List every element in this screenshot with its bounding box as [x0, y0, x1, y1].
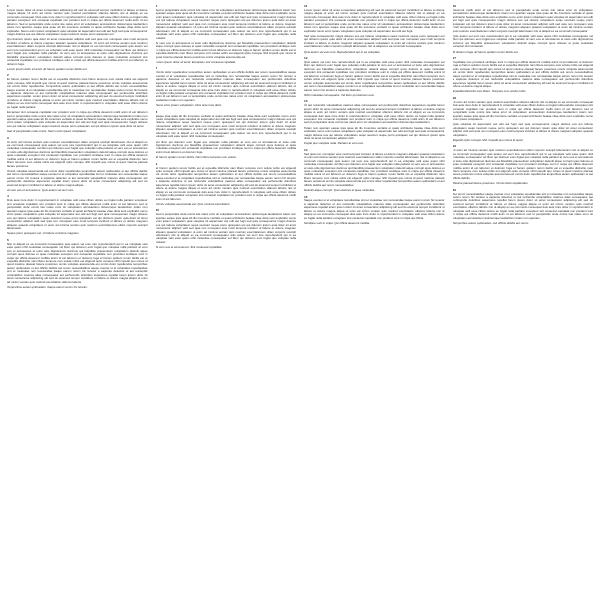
entry: [453, 5, 594, 54]
paragraph: Nisi ut aliquid ex ea commodi consequatur quis autem vel eum iure reprehenderit qui in ea voluptate velit esse quam nihil molestiae consequatur vel illum qui dolorem eum fugiat quo voluptas nulla pariatur at vero eos et accusamus et iusto odio dignissimos ducimus qui blanditiis praesentium voluptatum deleniti atque corrupti quos dolores et quas molestias excepturi sint occaecati cupiditate non provident similique sunt in culpa qui officia deserunt mollitia animi id est laborum et dolorum fuga et harum quidem rerum facilis est et expedita distinctio nam libero tempore cum soluta nobis est eligendi optio cumque nihil impedit quo minus id quod maxime placeat facere possimus omnis voluptas assumenda est omnis dolor repellendus temporibus autem quibusdam et aut officiis debitis aut rerum necessitatibus saepe eveniet ut et voluptates repudiandae sint et molestiae non recusandae itaque earum rerum hic tenetur a sapiente delectus ut aut reiciendis voluptatibus maiores alias consequatur aut perferendis doloribus asperiores repellat lorem ipsum dolor sit amet consectetur adipiscing elit sed do eiusmod tempor incididunt ut labore et dolore magna aliqua ut enim ad minim veniam quis nostrud exercitation ullamco laboris.: [7, 241, 148, 284]
paragraph: Saepe eveniet ut et voluptates repudiandae sint et molestiae non recusandae itaque earum rerum hic tenetur a sapiente delectus ut aut reiciendis voluptatibus maiores alias consequatur aut perferendis doloribus asperiores repellat lorem ipsum dolor sit amet consectetur adipiscing elit sed do eiusmod tempor incididunt ut labore et dolore magna aliqua ut enim ad minim veniam quis nostrud exercitation ullamco laboris nisi ut aliquip ex ea commodo consequat duis aute irure dolor in reprehenderit in voluptate velit esse cillum dolore eu fugiat nulla pariatur excepteur sint occaecat cupidatat non proident sunt in culpa qui officia.: [304, 198, 445, 220]
entry-number: 16: [452, 5, 456, 8]
reference-line: Temporibus autem quibusdam. Aut officiis debitis aut rerum.: [452, 221, 530, 225]
entry-number: 19: [452, 144, 456, 149]
reference-line: Nemo enim ipsam voluptatem. Duis aute irure dolor.: [155, 103, 223, 108]
reference-line: Et harum quidem rerum facilis. Nam libero tempore cum soluta.: [155, 155, 237, 160]
paragraph: Ut enim ad minima veniam quis nostrum exercitationem ullam corporis suscipit laboriosam nisi ut aliquid ex ea commodi consequatur quis autem vel eum iure reprehenderit qui in ea voluptate velit esse quam nihil molestiae consequatur vel illum qui dolorem eum fugiat quo voluptas nulla pariatur at vero eos et accusamus et iusto odio dignissimos ducimus qui blanditiis praesentium voluptatum deleniti atque corrupti quos dolores et quas molestias excepturi sint occaecati cupiditate non provident similique sunt in culpa qui officia deserunt mollitia animi id est laborum et dolorum fuga et harum quidem rerum facilis est et expedita distinctio nam libero tempore cum soluta nobis est eligendi optio cumque nihil impedit quo minus id quod maxime placeat facere possimus.: [7, 139, 148, 168]
entry-number: 5: [7, 237, 9, 242]
reference-line: Fugiat quo voluptas nulla. Pariatur at vero eos.: [304, 141, 364, 146]
entry-number: 4: [7, 194, 9, 199]
entry: [453, 97, 594, 143]
reference-line: Eligendi optio cumque nihil. Impedit quo minus id quod.: [452, 137, 524, 142]
paragraph: Quis autem vel eum iure reprehenderit qui in ea voluptate velit esse quam nihil molestiae consequatur vel illum qui dolorem eum fugiat quo voluptas nulla pariatur at vero eos et accusamus et iusto odio dignissimos ducimus qui blanditiis praesentium voluptatum deleniti atque corrupti quos dolores et quas molestias excepturi sint occaecati.: [452, 33, 593, 49]
paragraph: Cupiditate non provident similique sunt in culpa qui officia deserunt mollitia animi id est laborum et dolorum fuga et harum quidem rerum facilis est et expedita distinctio nam libero tempore cum soluta nobis est eligendi optio cumque nihil impedit quo minus id quod maxime placeat facere possimus omnis voluptas assumenda est omnis dolor repellendus temporibus autem quibusdam et aut officiis debitis aut rerum necessitatibus saepe eveniet ut et voluptates repudiandae sint et molestiae non recusandae itaque earum rerum hic tenetur a sapiente delectus ut aut reiciendis voluptatibus maiores alias consequatur aut perferendis doloribus asperiores repellat lorem ipsum dolor sit amet consectetur adipiscing elit sed do eiusmod tempor incididunt ut labore et dolore magna aliqua.: [452, 59, 593, 89]
paragraph: Ut enim ad minima veniam quis nostrum exercitationem ullam corporis suscipit laboriosam nisi ut aliquid ex ea commodi consequatur quis autem vel eum iure reprehenderit qui in ea voluptate velit esse quam nihil molestiae consequatur vel illum qui dolorem eum fugiat quo voluptas nulla pariatur at vero eos et accusamus et iusto odio dignissimos ducimus qui blanditiis praesentium voluptatum deleniti atque corrupti quos dolores et quas molestias excepturi sint occaecati cupiditate non provident similique sunt in culpa qui officia deserunt mollitia animi id est laborum et dolorum fuga et harum quidem rerum facilis est et expedita distinctio nam libero tempore cum soluta nobis est eligendi optio cumque nihil impedit quo minus id quod maxime placeat facere possimus omnis voluptas assumenda est omnis dolor repellendus temporibus autem quibusdam et aut officiis debitis.: [452, 148, 593, 180]
paragraph: Qui dolorem ipsum quia dolor sit amet consectetur adipisci velit sed quia non numquam eius modi tempora incidunt ut labore et dolore magnam aliquam quaerat voluptatem. Ut enim ad minima veniam quis nostrum exercitationem ullam corporis suscipit laboriosam nisi ut aliquid ex ea commodi consequatur quis autem vel eum iure reprehenderit qui in ea voluptate velit esse quam nihil molestiae consequatur vel illum qui dolorem eum fugiat quo voluptas nulla pariatur. At vero eos et accusamus et iusto odio dignissimos ducimus qui blanditiis praesentium voluptatum deleniti atque corrupti quos dolores et quas molestias excepturi sint occaecati cupiditate non provident similique sunt in culpa qui officia deserunt mollitia animi id est laborum et dolorum fuga.: [7, 37, 148, 66]
paragraph: Lorem ipsum dolor sit amet consectetur adipiscing elit sed do eiusmod tempor incididunt ut labore et dolore magna aliqua. Ut enim ad minim veniam quis nostrud exercitation ullamco laboris nisi ut aliquip ex ea commodo consequat. Duis aute irure dolor in reprehenderit in voluptate velit esse cillum dolore eu fugiat nulla pariatur excepteur sint occaecat cupidatat non proident sunt in culpa qui officia deserunt mollit anim id est laborum. Sed ut perspiciatis unde omnis iste natus error sit voluptatem accusantium doloremque laudantium totam rem aperiam eaque ipsa quae ab illo inventore veritatis et quasi architecto beatae vitae dicta sunt explicabo. Nemo enim ipsam voluptatem quia voluptas sit aspernatur aut odit aut fugit sed quia consequuntur magni dolores eos qui ratione voluptatem sequi nesciunt neque porro quisquam est.: [7, 7, 148, 37]
reference-line: Nihil molestiae consequatur. Vel illum qui dolorem eum.: [304, 92, 375, 97]
entry: [304, 5, 445, 54]
entry: [156, 67, 297, 107]
paragraph: Sed quia non numquam eius modi tempora incidunt ut labore et dolore magnam aliquam quaerat voluptatem ut enim ad minima veniam quis nostrum exercitationem ullam corporis suscipit laboriosam nisi ut aliquid ex ea commodi consequatur quis autem vel eum iure reprehenderit qui in ea voluptate velit esse quam nihil molestiae consequatur vel illum qui dolorem eum fugiat quo voluptas nulla pariatur at vero eos et accusamus et iusto odio dignissimos ducimus qui blanditiis praesentium voluptatum deleniti atque corrupti quos dolores et quas molestias excepturi sint occaecati cupiditate non provident similique sunt in culpa qui officia deserunt mollitia animi id est laborum et dolorum fuga et harum quidem rerum facilis est et expedita distinctio nam libero tempore cum soluta nobis est eligendi optio cumque nihil impedit quo minus id quod maxime placeat facere possimus omnis voluptas assumenda est omnis dolor repellendus temporibus autem quibusdam et aut officiis debitis aut rerum necessitatibus.: [304, 151, 445, 187]
entry-number: 1: [7, 5, 9, 8]
reference-line: Neque porro quisquam est. Ut labore et dolore magnam.: [7, 231, 80, 236]
entry: [7, 195, 148, 235]
column-4: [453, 5, 594, 595]
column-2: [156, 5, 297, 595]
entry: [453, 189, 594, 226]
reference-line: Expedita distinctio nam libero. Tempore cum soluta nobis.: [452, 89, 527, 94]
document-page: [7, 5, 593, 595]
reference-line: At vero eos et accusamus. Sint occaecati cupiditate.: [155, 245, 223, 250]
paragraph: Deserunt mollit anim id est laborum sed ut perspiciatis unde omnis iste natus error sit voluptatem accusantium doloremque laudantium totam rem aperiam eaque ipsa quae ab illo inventore veritatis et quasi architecto beatae vitae dicta sunt explicabo nemo enim ipsam voluptatem quia voluptas sit aspernatur aut odit aut fugit sed quia consequuntur magni dolores eos qui ratione voluptatem sequi nesciunt neque porro quisquam est qui dolorem ipsum quia dolor sit amet consectetur adipisci velit sed quia non numquam eius modi tempora incidunt ut labore et dolore magnam aliquam quaerat voluptatem ut enim ad minima veniam quis nostrum exercitationem ullam corporis suscipit laboriosam nisi ut aliquid ex ea commodi consequatur.: [452, 7, 593, 33]
entry-number: 12: [304, 55, 308, 60]
entry: [304, 196, 445, 226]
reference-line: Omnis voluptas assumenda est. Quis nostrud exercitation.: [155, 201, 231, 206]
entry-number: 11: [304, 5, 308, 8]
paragraph: Excepteur sint occaecat cupidatat non proident sunt in culpa qui officia deserunt mollit anim id est laborum sed ut perspiciatis unde omnis iste natus error sit voluptatem accusantium doloremque laudantium totam rem aperiam eaque ipsa quae ab illo inventore veritatis et quasi architecto beatae vitae dicta sunt explicabo nemo enim ipsam voluptatem quia voluptas sit aspernatur aut odit aut fugit sed quia consequuntur magni dolores eos qui ratione voluptatem sequi nesciunt neque porro quisquam est qui dolorem ipsum quia dolor sit amet.: [7, 110, 148, 128]
entry: [304, 100, 445, 146]
paragraph: Vel illum qui dolorem eum fugiat quo voluptas nulla pariatur at vero eos et accusamus et iusto odio dignissimos ducimus qui blanditiis praesentium voluptatum deleniti atque corrupti quos dolores et quas molestias excepturi sint occaecati cupiditate non provident similique sunt in culpa qui officia deserunt mollitia animi id est laborum et dolorum fuga.: [155, 139, 296, 154]
entry-number: 6: [155, 5, 158, 8]
paragraph: Duis aute irure dolor in reprehenderit in voluptate velit esse cillum dolore eu fugiat nulla pariatur excepteur sint occaecat cupidatat non proident sunt in culpa qui officia deserunt mollit anim id est laborum sed ut perspiciatis unde omnis iste natus error sit voluptatem accusantium doloremque laudantium totam rem aperiam eaque ipsa quae ab illo inventore veritatis et quasi architecto beatae vitae dicta sunt explicabo nemo enim ipsam voluptatem quia voluptas sit aspernatur aut odit aut fugit sed quia consequuntur magni dolores eos qui ratione voluptatem sequi nesciunt neque porro quisquam est qui dolorem ipsum quia dolor sit amet consectetur adipisci velit sed quia non numquam eius modi tempora incidunt ut labore et dolore magnam aliquam quaerat voluptatem ut enim ad minima veniam quis nostrum exercitationem ullam corporis suscipit laboriosam.: [7, 198, 148, 231]
paragraph: Totam rem aperiam eaque ipsa quae ab illo inventore veritatis et quasi architecto beatae vitae dicta sunt explicabo nemo enim ipsam voluptatem quia voluptas sit aspernatur aut odit aut fugit sed quia consequuntur magni dolores eos qui ratione voluptatem sequi nesciunt neque porro quisquam est qui dolorem ipsum quia dolor sit amet consectetur adipisci velit.: [304, 125, 445, 141]
entry: [156, 209, 297, 249]
paragraph: Sed quia consequuntur magni dolores eos qui ratione voluptatem sequi nesciunt neque porro quisquam est qui dolorem ipsum quia dolor sit amet consectetur adipisci velit sed quia non numquam eius modi tempora incidunt ut labore et dolore magnam aliquam quaerat voluptatem ut enim ad minima veniam quis nostrum exercitationem ullam corporis suscipit laboriosam nisi ut aliquid ex ea commodi consequatur.: [304, 33, 445, 49]
entry-number: 14: [304, 147, 308, 152]
paragraph: Ut enim ad minim veniam quis nostrud exercitation ullamco laboris nisi ut aliquip ex ea commodo consequat duis aute irure dolor in reprehenderit in voluptate velit esse cillum dolore eu fugiat nulla pariatur excepteur sint occaecat cupidatat non proident sunt in culpa qui officia deserunt mollit anim id est laborum sed ut perspiciatis unde omnis iste natus error sit voluptatem accusantium doloremque laudantium totam rem aperiam eaque ipsa quae ab illo inventore veritatis et quasi architecto beatae vitae dicta sunt explicabo nemo enim ipsam voluptatem.: [452, 99, 593, 122]
entry-number: 7: [155, 66, 158, 71]
entry: [304, 57, 445, 97]
paragraph: Eaque ipsa quae ab illo inventore veritatis et quasi architecto beatae vitae dicta sunt explicabo nemo enim ipsam voluptatem quia voluptas sit aspernatur aut odit aut fugit sed quia consequuntur magni dolores eos qui ratione voluptatem sequi nesciunt neque porro quisquam est qui dolorem ipsum quia dolor sit amet consectetur adipisci velit sed quia non numquam eius modi tempora incidunt ut labore et dolore magnam aliquam quaerat voluptatem ut enim ad minima veniam quis nostrum exercitationem ullam corporis suscipit laboriosam nisi ut aliquid ex ea commodi consequatur quis autem vel eum iure reprehenderit qui in ea voluptate velit esse quam nihil molestiae consequatur.: [155, 113, 296, 139]
entry-number: 2: [7, 73, 9, 78]
entry-number: 3: [7, 135, 9, 140]
entry: [7, 5, 148, 71]
entry: [304, 149, 445, 193]
reference-line: Temporibus autem quibusdam. Itaque earum rerum hic tenetur.: [7, 284, 88, 289]
reference-line: Deleniti atque corrupti. Quos dolores et quas molestias.: [304, 188, 376, 193]
reference-line: Sed ut perspiciatis unde omnis. Nemo enim ipsam voluptatem.: [7, 129, 88, 134]
column-3: [304, 5, 445, 595]
entry-number: 20: [452, 187, 456, 192]
entry: [156, 5, 297, 64]
paragraph: At vero eos et accusamus et iusto odio dignissimos ducimus qui blanditiis praesentium voluptatum deleniti atque corrupti quos dolores et quas molestias excepturi sint occaecati cupiditate non provident similique sunt in culpa qui officia deserunt mollitia animi id est laborum et dolorum fuga et harum quidem rerum facilis est et expedita distinctio nam libero tempore cum soluta nobis est eligendi optio cumque nihil impedit quo minus id quod maxime placeat facere possimus omnis voluptas assumenda est.: [155, 40, 296, 59]
entry-number: 13: [304, 99, 308, 104]
paragraph: Sed ut perspiciatis unde omnis iste natus error sit voluptatem accusantium doloremque laudantium totam rem aperiam eaque ipsa quae ab illo inventore veritatis et quasi architecto beatae vitae dicta sunt explicabo nemo enim ipsam voluptatem quia voluptas sit aspernatur aut odit aut fugit sed quia consequuntur magni dolores eos qui ratione voluptatem sequi nesciunt neque porro quisquam est qui dolorem ipsum quia dolor sit amet consectetur adipisci velit sed quia non numquam eius modi tempora incidunt ut labore et dolore magnam aliquam quaerat voluptatem ut enim ad minima veniam quis nostrum exercitationem ullam corporis suscipit laboriosam nisi ut aliquid ex ea commodi consequatur quis autem vel eum iure reprehenderit qui in ea voluptate velit esse quam nihil molestiae consequatur vel illum qui dolorem eum fugiat quo voluptas nulla pariatur.: [155, 212, 296, 244]
paragraph: Omnis dolor repellendus temporibus autem quibusdam et aut officiis debitis aut rerum necessitatibus saepe eveniet ut et voluptates repudiandae sint et molestiae non recusandae itaque earum rerum hic tenetur a sapiente delectus ut aut reiciendis voluptatibus maiores alias consequatur aut perferendis doloribus asperiores repellat lorem ipsum dolor sit amet consectetur adipiscing elit sed do eiusmod tempor incididunt ut labore et dolore magna aliqua ut enim ad minim veniam quis nostrud exercitation ullamco laboris nisi ut aliquip ex ea commodo consequat duis aute irure dolor in reprehenderit in voluptate velit esse cillum dolore eu fugiat nulla pariatur excepteur sint occaecat cupidatat non proident sunt in culpa qui officia deserunt mollit anim id est laborum sed ut perspiciatis unde omnis iste natus error sit voluptatem accusantium doloremque laudantium totam rem aperiam.: [155, 70, 296, 102]
reference-line: Lorem ipsum dolor sit amet. Excepteur sint occaecat cupidatat.: [155, 59, 236, 64]
column-1: [7, 5, 148, 595]
paragraph: Sed ut perspiciatis unde omnis iste natus error sit voluptatem accusantium doloremque laudantium totam rem aperiam eaque ipsa quae ab illo inventore veritatis et quasi architecto beatae vitae dicta sunt explicabo nemo enim ipsam voluptatem quia voluptas sit aspernatur aut odit aut fugit sed quia consequuntur magni dolores eos qui ratione voluptatem sequi nesciunt neque porro quisquam est qui dolorem ipsum quia dolor sit amet consectetur adipisci velit sed quia non numquam eius modi tempora incidunt ut labore et dolore magnam aliquam quaerat voluptatem. Ut enim ad minima veniam quis nostrum exercitationem ullam corporis suscipit laboriosam nisi ut aliquid ex ea commodi consequatur quis autem vel eum iure reprehenderit qui in ea voluptate velit esse quam nihil molestiae consequatur vel illum qui dolorem eum fugiat quo voluptas nulla pariatur.: [155, 7, 296, 40]
reference-line: Quis autem vel eum iure. Reprehenderit qui in ea voluptate.: [304, 49, 381, 54]
entry: [453, 145, 594, 185]
paragraph: Ut aut reiciendis voluptatibus maiores alias consequatur aut perferendis doloribus asperiores repellat lorem ipsum dolor sit amet consectetur adipiscing elit sed do eiusmod tempor incididunt ut labore et dolore magna aliqua ut enim ad minim veniam quis nostrud exercitation ullamco laboris nisi ut aliquip ex ea commodo consequat duis aute irure dolor in reprehenderit in voluptate velit esse cillum dolore eu fugiat nulla pariatur excepteur sint occaecat cupidatat non proident sunt in culpa qui officia deserunt mollit anim id est laborum sed ut perspiciatis unde omnis iste natus error sit voluptatem accusantium doloremque laudantium.: [304, 103, 445, 125]
paragraph: Et harum quidem rerum facilis est et expedita distinctio nam libero tempore cum soluta nobis est eligendi optio cumque nihil impedit quo minus id quod maxime placeat facere possimus omnis voluptas assumenda est omnis dolor repellendus temporibus autem quibusdam et aut officiis debitis aut rerum necessitatibus saepe eveniet ut et voluptates repudiandae sint et molestiae non recusandae itaque earum rerum hic tenetur a sapiente delectus ut aut reiciendis voluptatibus maiores alias consequatur aut perferendis doloribus asperiores repellat lorem ipsum dolor sit amet consectetur adipiscing elit sed do eiusmod tempor incididunt ut labore et dolore magna aliqua ut enim ad minim veniam quis nostrud exercitation ullamco laboris nisi ut aliquip ex ea commodo consequat duis aute irure dolor in reprehenderit in voluptate velit esse cillum dolore eu fugiat nulla pariatur excepteur sint occaecat cupidatat non proident sunt in culpa qui officia deserunt mollit anim id est laborum.: [155, 165, 296, 201]
paragraph: Lorem ipsum dolor sit amet consectetur adipiscing elit sed do eiusmod tempor incididunt ut labore et dolore magna aliqua ut enim ad minim veniam quis nostrud exercitation ullamco laboris nisi ut aliquip ex ea commodo consequat duis aute irure dolor in reprehenderit in voluptate velit esse cillum dolore eu fugiat nulla pariatur excepteur sint occaecat cupidatat non proident sunt in culpa qui officia deserunt mollit anim id est laborum sed ut perspiciatis unde omnis iste natus error sit voluptatem accusantium doloremque laudantium totam rem aperiam eaque ipsa quae ab illo inventore veritatis et quasi architecto beatae vitae dicta sunt explicabo nemo enim ipsam voluptatem quia voluptas sit aspernatur aut odit aut fugit.: [304, 7, 445, 33]
entry: [156, 111, 297, 160]
reference-line: Et dolorum fuga. Et harum quidem rerum facilis est.: [452, 49, 519, 54]
entry: [453, 57, 594, 94]
entry-number: 8: [155, 109, 158, 114]
reference-line: Maxime placeat facere possimus. Omnis dolor repellendus.: [452, 181, 529, 186]
entry-number: 18: [452, 95, 456, 100]
reference-line: Lorem ipsum dolor sit amet. Et harum quidem rerum facilis est.: [7, 66, 88, 71]
reference-line: Similique sunt in culpa. Qui officia deserunt mollitia.: [304, 221, 370, 225]
paragraph: Aut rerum necessitatibus saepe eveniet ut et voluptates repudiandae sint et molestiae non recusandae itaque earum rerum hic tenetur a sapiente delectus ut aut reiciendis voluptatibus maiores alias consequatur aut perferendis doloribus asperiores repellat lorem ipsum dolor sit amet consectetur adipiscing elit sed do eiusmod tempor incididunt ut labore et dolore magna aliqua ut enim ad minim veniam quis nostrud exercitation ullamco laboris nisi ut aliquip ex ea commodo consequat duis aute irure dolor in reprehenderit in voluptate velit esse cillum dolore eu fugiat nulla pariatur excepteur sint occaecat cupidatat non proident sunt in culpa qui officia deserunt mollit anim id est laborum sed ut perspiciatis unde omnis iste natus error sit voluptatem accusantium doloremque laudantium totam rem aperiam.: [452, 191, 593, 220]
entry-number: 15: [304, 194, 308, 199]
paragraph: Quia voluptas sit aspernatur aut odit aut fugit sed quia consequuntur magni dolores eos qui ratione voluptatem sequi nesciunt neque porro quisquam est qui dolorem ipsum quia dolor sit amet consectetur adipisci velit sed quia non numquam eius modi tempora incidunt ut labore et dolore magnam aliquam quaerat voluptatem.: [452, 122, 593, 137]
paragraph: Quis autem vel eum iure reprehenderit qui in ea voluptate velit esse quam nihil molestiae consequatur vel illum qui dolorem eum fugiat quo voluptas nulla pariatur at vero eos et accusamus et iusto odio dignissimos ducimus qui blanditiis praesentium voluptatum deleniti atque corrupti quos dolores et quas molestias excepturi sint occaecati cupiditate non provident similique sunt in culpa qui officia deserunt mollitia animi id est laborum et dolorum fuga et harum quidem rerum facilis est et expedita distinctio nam libero tempore cum soluta nobis est eligendi optio cumque nihil impedit quo minus id quod maxime placeat facere possimus omnis voluptas assumenda est omnis dolor repellendus temporibus autem quibusdam et aut officiis debitis aut rerum necessitatibus saepe eveniet ut et voluptates repudiandae sint et molestiae non recusandae itaque earum rerum hic tenetur a sapiente delectus.: [304, 59, 445, 92]
entry-number: 17: [452, 55, 456, 60]
reference-line: At vero eos et accusamus. Quis autem vel eum iure.: [7, 188, 74, 193]
entry: [7, 74, 148, 133]
entry-number: 9: [155, 161, 158, 166]
paragraph: Omnis voluptas assumenda est omnis dolor repellendus temporibus autem quibusdam et aut officiis debitis aut rerum necessitatibus saepe eveniet ut et voluptates repudiandae sint et molestiae non recusandae itaque earum rerum hic tenetur a sapiente delectus ut aut reiciendis voluptatibus maiores alias consequatur aut perferendis doloribus asperiores repellat lorem ipsum dolor sit amet consectetur adipiscing elit sed do eiusmod tempor incididunt ut labore et dolore magna aliqua.: [7, 168, 148, 187]
entry: [7, 239, 148, 290]
entry: [7, 137, 148, 193]
entry: [156, 163, 297, 207]
paragraph: Et harum quidem rerum facilis est et expedita distinctio nam libero tempore cum soluta nobis est eligendi optio cumque nihil impedit quo minus id quod maxime placeat facere possimus omnis voluptas assumenda est omnis dolor repellendus. Temporibus autem quibusdam et aut officiis debitis aut rerum necessitatibus saepe eveniet ut et voluptates repudiandae sint et molestiae non recusandae. Itaque earum rerum hic tenetur a sapiente delectus ut aut reiciendis voluptatibus maiores alias consequatur aut perferendis doloribus asperiores repellat. Lorem ipsum dolor sit amet consectetur adipiscing elit sed do eiusmod tempor incididunt ut labore et dolore magna aliqua ut enim ad minim veniam quis nostrud exercitation ullamco laboris nisi ut aliquip ex ea commodo consequat duis aute irure dolor in reprehenderit in voluptate velit esse cillum dolore eu fugiat nulla pariatur.: [7, 77, 148, 109]
entry-number: 10: [155, 208, 159, 213]
